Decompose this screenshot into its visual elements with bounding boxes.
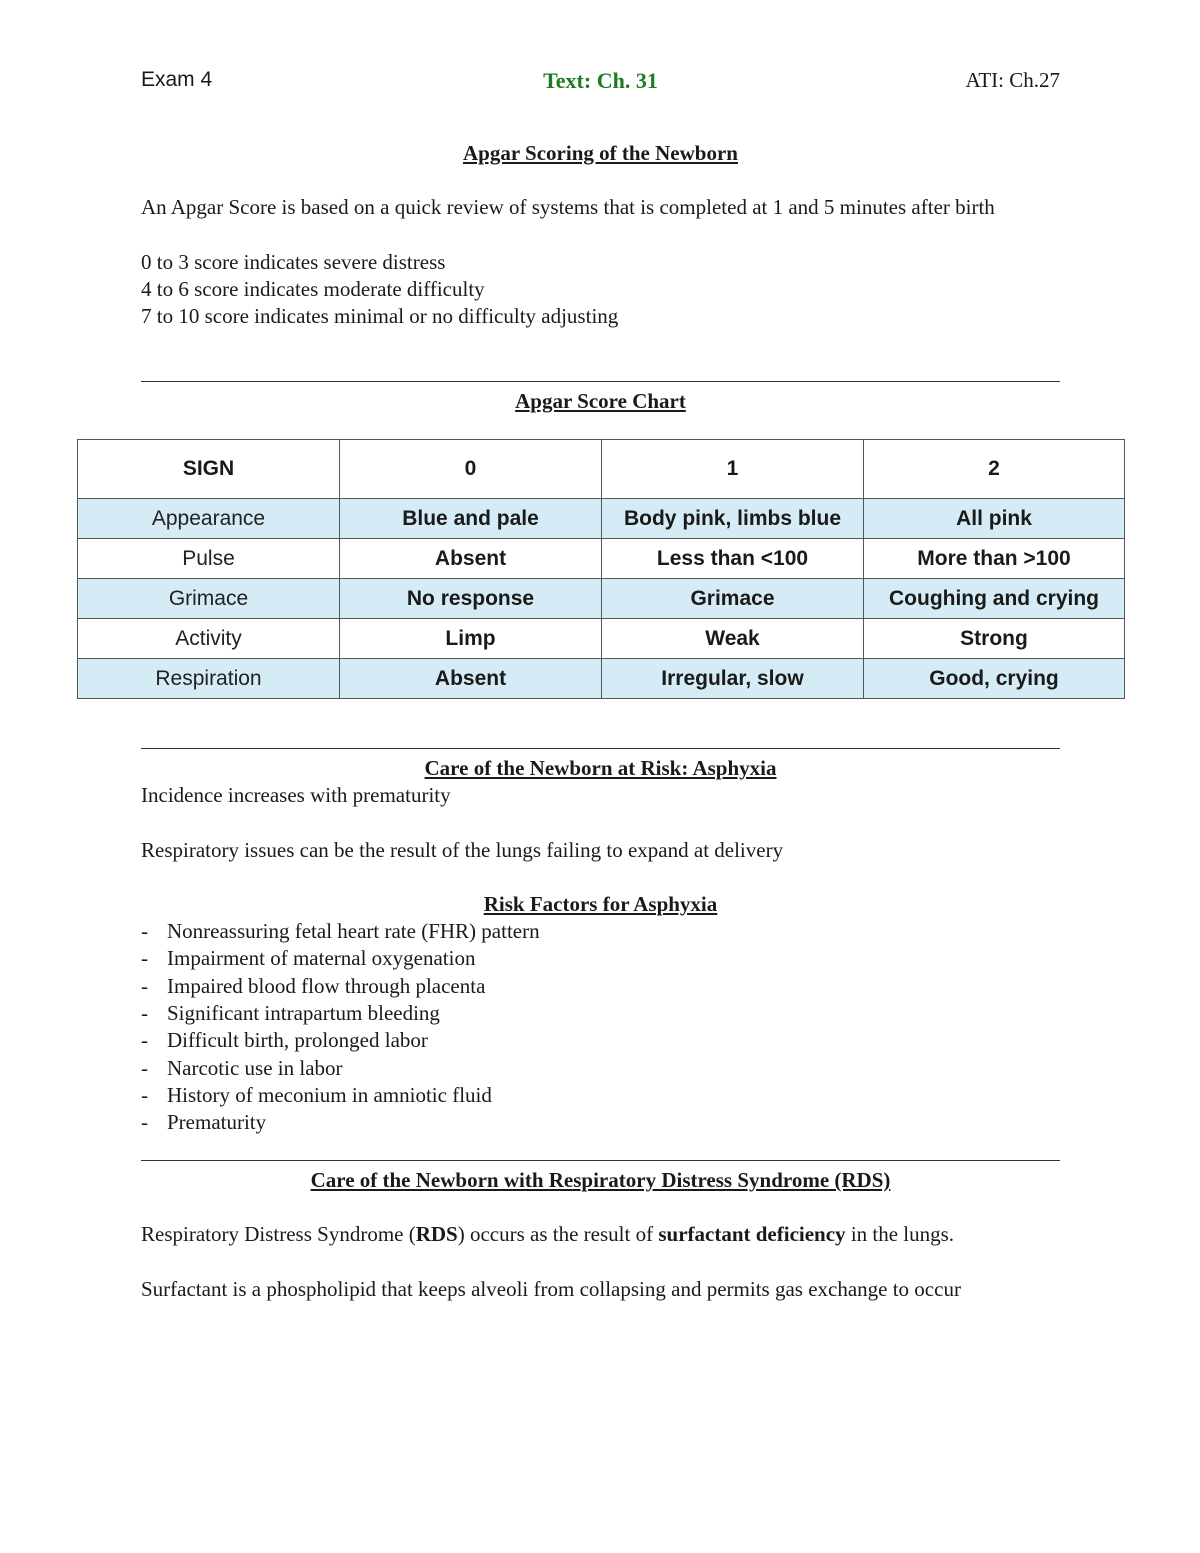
score-line: 4 to 6 score indicates moderate difficulty (141, 276, 485, 301)
bullet-dash: - (141, 919, 148, 944)
rds-text-part: ) occurs as the result of (457, 1222, 659, 1247)
score-2-cell: Coughing and crying (864, 579, 1125, 619)
list-item (141, 1000, 1060, 1027)
score-1-cell: Body pink, limbs blue (602, 499, 864, 539)
list-item-text: Significant intrapartum bleeding (167, 1001, 440, 1026)
list-item-text: Difficult birth, prolonged labor (167, 1028, 428, 1053)
apgar-chart-title-block (141, 388, 1060, 415)
column-header-score-1: 1 (602, 440, 864, 499)
asphyxia-section (141, 755, 1060, 1137)
score-line: 0 to 3 score indicates severe distress (141, 249, 446, 274)
score-line: 7 to 10 score indicates minimal or no difficulty adjusting (141, 304, 619, 329)
asphyxia-text: Incidence increases with prematurity (141, 783, 451, 808)
asphyxia-title: Care of the Newborn at Risk: Asphyxia (424, 756, 777, 780)
page-header (141, 68, 1060, 102)
score-2-cell: All pink (864, 499, 1125, 539)
list-item-text: Nonreassuring fetal heart rate (FHR) pattern (167, 919, 540, 944)
apgar-scoring-title: Apgar Scoring of the Newborn (463, 141, 738, 165)
bullet-dash: - (141, 1028, 148, 1053)
list-item-text: Narcotic use in labor (167, 1055, 343, 1080)
sign-cell: Appearance (78, 499, 340, 539)
table-header-row (78, 440, 1125, 499)
score-0-cell: Absent (340, 539, 602, 579)
rds-title: Care of the Newborn with Respiratory Distress Syndrome (RDS) (310, 1168, 891, 1192)
list-item-text: Impaired blood flow through placenta (167, 973, 486, 998)
section-divider (141, 748, 1060, 749)
bullet-dash: - (141, 946, 148, 971)
bullet-dash: - (141, 1110, 148, 1135)
bullet-dash: - (141, 1055, 148, 1080)
score-2-cell: Good, crying (864, 659, 1125, 699)
list-item (141, 1027, 1060, 1054)
apgar-score-table (77, 439, 1125, 699)
bullet-dash: - (141, 1082, 148, 1107)
table-row (78, 659, 1125, 699)
score-2-cell: More than >100 (864, 539, 1125, 579)
rds-abbreviation: RDS (415, 1222, 458, 1247)
table-row (78, 619, 1125, 659)
sign-cell: Respiration (78, 659, 340, 699)
bullet-dash: - (141, 1001, 148, 1026)
column-header-sign: SIGN (78, 440, 340, 499)
score-0-cell: Blue and pale (340, 499, 602, 539)
rds-text-part: Respiratory Distress Syndrome ( (141, 1222, 416, 1247)
risk-factors-title: Risk Factors for Asphyxia (483, 891, 718, 916)
section-divider (141, 381, 1060, 382)
surfactant-description: Surfactant is a phospholipid that keeps alveoli from collapsing and permits gas exchange to occur (141, 1276, 961, 1301)
list-item (141, 973, 1060, 1000)
list-item-text: History of meconium in amniotic fluid (167, 1082, 492, 1107)
list-item (141, 1055, 1060, 1082)
score-2-cell: Strong (864, 619, 1125, 659)
rds-section (141, 1167, 1060, 1303)
score-1-cell: Weak (602, 619, 864, 659)
table-row (78, 579, 1125, 619)
score-1-cell: Grimace (602, 579, 864, 619)
list-item (141, 1082, 1060, 1109)
sign-cell: Activity (78, 619, 340, 659)
bullet-dash: - (141, 973, 148, 998)
header-text-reference: Text: Ch. 31 (543, 68, 658, 93)
rds-text-part: in the lungs. (845, 1222, 955, 1247)
header-ati-reference: ATI: Ch.27 (965, 68, 1060, 92)
table-row (78, 499, 1125, 539)
list-item (141, 945, 1060, 972)
list-item (141, 1109, 1060, 1136)
column-header-score-2: 2 (864, 440, 1125, 499)
risk-factors-list (141, 918, 1060, 1136)
sign-cell: Pulse (78, 539, 340, 579)
list-item-text: Prematurity (167, 1110, 267, 1135)
header-exam-label: Exam 4 (141, 68, 213, 91)
score-0-cell: No response (340, 579, 602, 619)
rds-definition (141, 1221, 1060, 1248)
column-header-score-0: 0 (340, 440, 602, 499)
table-row (78, 539, 1125, 579)
list-item-text: Impairment of maternal oxygenation (167, 946, 476, 971)
apgar-scoring-section (141, 140, 1060, 330)
score-1-cell: Less than <100 (602, 539, 864, 579)
list-item (141, 918, 1060, 945)
surfactant-deficiency-term: surfactant deficiency (658, 1222, 846, 1247)
score-1-cell: Irregular, slow (602, 659, 864, 699)
sign-cell: Grimace (78, 579, 340, 619)
score-0-cell: Limp (340, 619, 602, 659)
apgar-intro-text: An Apgar Score is based on a quick review of systems that is completed at 1 and 5 minutes after birth (141, 195, 995, 220)
score-0-cell: Absent (340, 659, 602, 699)
section-divider (141, 1160, 1060, 1161)
asphyxia-text: Respiratory issues can be the result of the lungs failing to expand at delivery (141, 837, 784, 862)
apgar-chart-title: Apgar Score Chart (515, 389, 686, 413)
